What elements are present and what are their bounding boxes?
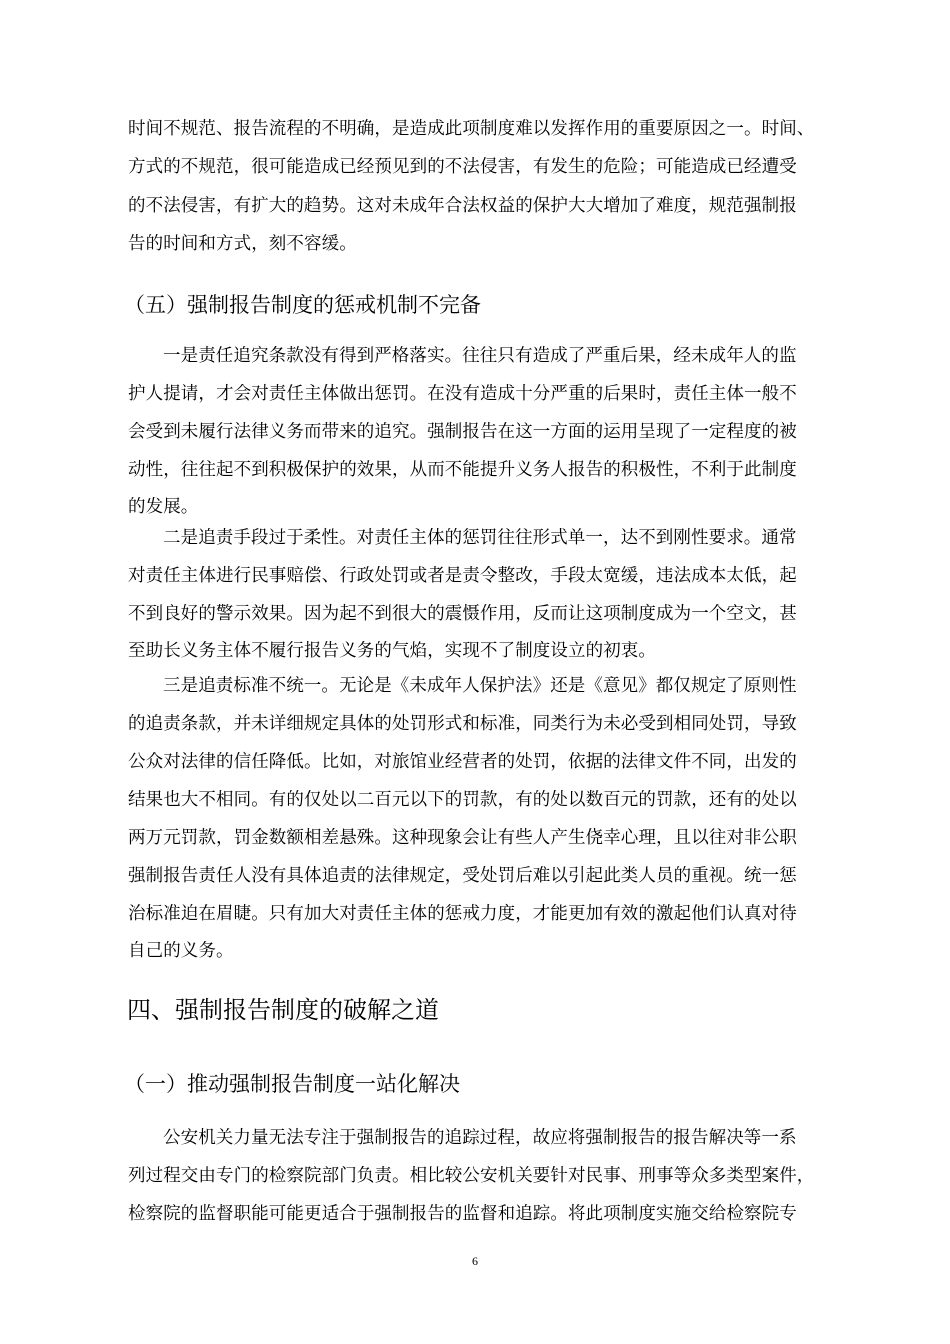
text-line: 的追责条款，并未详细规定具体的处罚形式和标准，同类行为未必受到相同处罚，导致: [128, 714, 797, 734]
text-line: 对责任主体进行民事赔偿、行政处罚或者是责令整改，手段太宽缓，违法成本太低，起: [128, 566, 797, 586]
text-line: 两万元罚款，罚金数额相差悬殊。这种现象会让有些人产生侥幸心理，且以往对非公职: [128, 828, 797, 848]
text-line: 二是追责手段过于柔性。对责任主体的惩罚往往形式单一，达不到刚性要求。通常: [163, 528, 797, 548]
section-heading: （五）强制报告制度的惩戒机制不完备: [124, 293, 481, 317]
text-line: 时间不规范、报告流程的不明确，是造成此项制度难以发挥作用的重要原因之一。时间、: [128, 119, 815, 139]
text-line: 结果也大不相同。有的仅处以二百元以下的罚款，有的处以数百元的罚款，还有的处以: [128, 790, 797, 810]
text-line: 公安机关力量无法专注于强制报告的追踪过程，故应将强制报告的报告解决等一系: [163, 1128, 797, 1148]
text-line: 三是追责标准不统一。无论是《未成年人保护法》还是《意见》都仅规定了原则性: [163, 676, 797, 696]
text-line: 告的时间和方式，刻不容缓。: [128, 234, 357, 254]
text-line: 不到良好的警示效果。因为起不到很大的震慑作用，反而让这项制度成为一个空文，甚: [128, 604, 797, 624]
text-line: 自己的义务。: [128, 941, 234, 961]
text-line: 一是责任追究条款没有得到严格落实。往往只有造成了严重后果，经未成年人的监: [163, 346, 797, 366]
text-line: 公众对法律的信任降低。比如，对旅馆业经营者的处罚，依据的法律文件不同，出发的: [128, 752, 797, 772]
text-line: 会受到未履行法律义务而带来的追究。强制报告在这一方面的运用呈现了一定程度的被: [128, 422, 797, 442]
section-heading: （一）推动强制报告制度一站化解决: [124, 1072, 460, 1096]
text-line: 治标准迫在眉睫。只有加大对责任主体的惩戒力度，才能更加有效的激起他们认真对待: [128, 904, 797, 924]
text-line: 护人提请，才会对责任主体做出惩罚。在没有造成十分严重的后果时，责任主体一般不: [128, 384, 797, 404]
text-line: 列过程交由专门的检察院部门负责。相比较公安机关要针对民事、刑事等众多类型案件，: [128, 1166, 815, 1186]
text-line: 的发展。: [128, 497, 199, 517]
text-line: 动性，往往起不到积极保护的效果，从而不能提升义务人报告的积极性，不利于此制度: [128, 460, 797, 480]
chapter-heading: 四、强制报告制度的破解之道: [127, 996, 439, 1024]
page-number: 6: [472, 1254, 478, 1268]
text-line: 的不法侵害，有扩大的趋势。这对未成年合法权益的保护大大增加了难度，规范强制报: [128, 196, 797, 216]
text-line: 检察院的监督职能可能更适合于强制报告的监督和追踪。将此项制度实施交给检察院专: [128, 1204, 797, 1224]
text-line: 强制报告责任人没有具体追责的法律规定，受处罚后难以引起此类人员的重视。统一惩: [128, 866, 797, 886]
text-line: 至助长义务主体不履行报告义务的气焰，实现不了制度设立的初衷。: [128, 641, 656, 661]
text-line: 方式的不规范，很可能造成已经预见到的不法侵害，有发生的危险；可能造成已经遭受: [128, 157, 797, 177]
